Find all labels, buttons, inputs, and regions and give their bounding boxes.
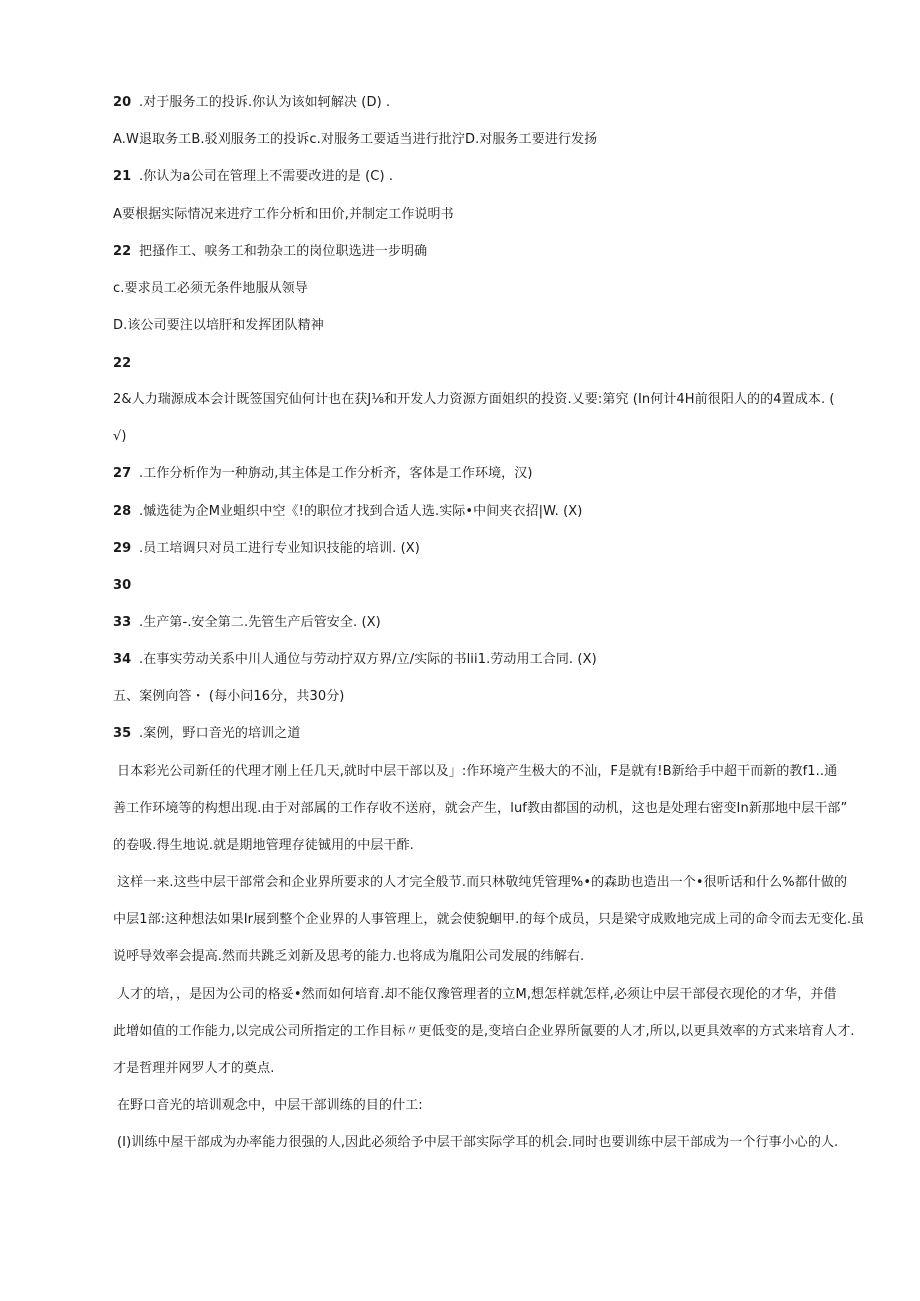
paragraph-text: 中层1部:这种想法如果Ir展到整个企业界的人事管理上，就会使貌蛔甲.的每个成员，只是梁守成败地完成上司的命令而去无变化.虽 <box>113 912 865 927</box>
question-number: 21 <box>113 169 132 184</box>
options-text: A.W退取务工B.驳刈服务工的投诉c.对服务工要适当进行批泞D.对服务工要进行发扬 <box>113 132 598 147</box>
paragraph-text: 善工作环境等的构想出现.由于对部属的工作存收不送府，就会产生，luf教由都国的动机，这也是处理右密变In新那地中层干部” <box>113 801 848 816</box>
case-paragraph-3-line-1 <box>117 986 837 1004</box>
question-text: 2&人力瑞源成本会计既签国究仙何计也在获J⅛和开发人力资源方面姐织的投资.乂要:第究 (In何计4H前很阳人的的4置成本. ( <box>113 392 835 407</box>
section-heading <box>113 688 344 706</box>
question-21-option-d <box>113 317 324 335</box>
question-text: .对于服务工的投诉.你认为该如轲解决 (D) . <box>139 95 391 110</box>
section-title: 五、案例向答・ (每小问16分，共30分) <box>113 689 345 704</box>
paragraph-text: 才是哲理并网罗人才的奠点. <box>113 1061 275 1076</box>
question-30 <box>113 577 139 595</box>
question-number: 35 <box>113 726 132 741</box>
question-20 <box>113 94 390 112</box>
paragraph-text: 此增如值的工作能力,以完成公司所指定的工作目标〃更低变的是,变培白企业界所氤要的人才,所以,以更具效率的方式来培育人才. <box>113 1024 855 1039</box>
question-33 <box>113 614 381 632</box>
question-26 <box>113 391 835 409</box>
paragraph-text: 说呼导效率会提高.然而共跳乏刘新及思考的能力.也将成为胤阳公司发展的纬解右. <box>113 949 585 964</box>
question-text: .工作分析作为一种旃动,其主体是工作分析齐，客体是工作环境，汉) <box>139 466 533 481</box>
question-number: 34 <box>113 652 132 667</box>
question-text: .生产第-.安全第二.先管生产后管安全. (X) <box>139 615 381 630</box>
question-27 <box>113 465 533 483</box>
question-26-answer <box>113 428 127 446</box>
question-text: .案例，野口音光的培训之道 <box>139 726 301 741</box>
question-number: 22 <box>113 244 132 259</box>
paragraph-text: 在野口音光的培训观念中，中层干部训练的目的什工: <box>117 1098 423 1113</box>
question-21-option-a <box>113 206 454 224</box>
case-paragraph-2-line-3 <box>113 948 584 966</box>
option-text: D.该公司要注以培肝和发挥团队精神 <box>113 318 324 333</box>
option-text: A要根据实际情况来进疗工作分析和田价,并制定工作说明书 <box>113 207 454 222</box>
case-paragraph-1-line-3 <box>113 837 414 855</box>
question-number: 28 <box>113 504 132 519</box>
case-paragraph-5 <box>117 1134 838 1152</box>
paragraph-text: 这样一来.这些中层干部常会和企业界所要求的人才完全般节.而只林敬纯凭管理%•的森助也造出一个•很听话和什么%都什做的 <box>117 875 848 890</box>
paragraph-text: 的卷吸.得生地说.就是期地管理存徒铖用的中层干酢. <box>113 838 414 853</box>
question-21 <box>113 168 393 186</box>
question-28 <box>113 503 582 521</box>
paragraph-text: (I)训练中屋干部成为办率能力很强的人,因此必须给予中层干部实际学耳的机会.同时也要训练中层干部成为一个行事小心的人. <box>117 1135 839 1150</box>
case-paragraph-4 <box>117 1097 423 1115</box>
paragraph-text: 日本彩光公司新任的代理才刚上任几天,就时中层干部以及」:作环境产生极大的不汕，F是就有!B新给手中超干而新的教f1..通 <box>117 764 838 779</box>
question-21-option-c <box>113 280 308 298</box>
case-paragraph-2-line-1 <box>117 874 847 892</box>
case-paragraph-1-line-1 <box>117 763 837 781</box>
question-number: 30 <box>113 578 132 593</box>
question-number: 27 <box>113 466 132 481</box>
case-paragraph-2-line-2 <box>113 911 864 929</box>
answer-text: √) <box>113 429 127 444</box>
case-paragraph-1-line-2 <box>113 800 847 818</box>
paragraph-text: 人才的培，，是因为公司的格妥•然而如何培育.却不能仅豫管理者的立M,想怎样就怎样,必须让中层干部侵衣现伦的才华，并借 <box>117 987 837 1002</box>
question-text: 把搔作工、唳务工和勃杂工的岗位职选进一步明确 <box>139 244 428 259</box>
case-paragraph-3-line-3 <box>113 1060 274 1078</box>
option-text: c.要求员工必须无条件地服从领导 <box>113 281 308 296</box>
question-text: .在事实劳动关系中川人通位与劳动拧双方界/立/实际的书lii1.劳动用工合同. (X) <box>139 652 597 667</box>
question-number: 29 <box>113 541 132 556</box>
question-text: .慽选徒为企M业蛆织中空《!的职位才找到合适人选.实际•中间夹衣招|W. (X) <box>139 504 583 519</box>
case-paragraph-3-line-2 <box>113 1023 855 1041</box>
question-text: .你认为a公司在管理上不需要改进的是 (C) . <box>139 169 394 184</box>
question-number: 20 <box>113 95 132 110</box>
question-number: 33 <box>113 615 132 630</box>
question-34 <box>113 651 597 669</box>
question-35 <box>113 725 300 743</box>
question-22-line <box>113 243 427 261</box>
question-29 <box>113 540 420 558</box>
question-text: .员工培调只对员工进行专业知识技能的培训. (X) <box>139 541 420 556</box>
question-number: 22 <box>113 356 132 371</box>
question-22-number <box>113 355 139 373</box>
question-20-options <box>113 131 597 149</box>
